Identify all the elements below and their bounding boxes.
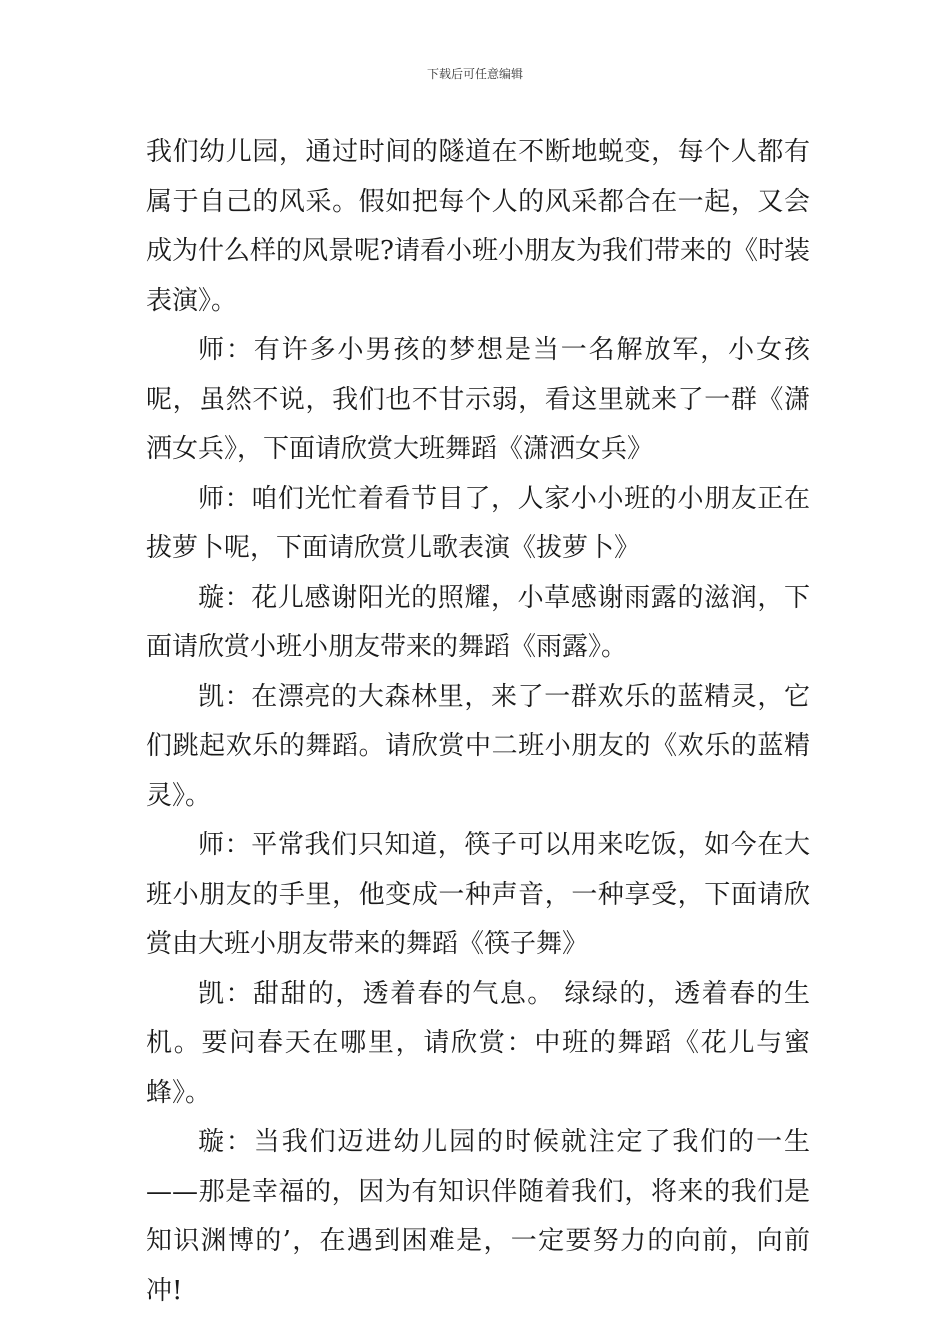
page-header-note: 下载后可任意编辑	[426, 67, 523, 81]
paragraph-chopsticks-dance: 师：平常我们只知道，筷子可以用来吃饭，如今在大班小朋友的手里，他变成一种声音，一种享受，下面请欣赏由大班小朋友带来的舞蹈《筷子舞》	[146, 830, 810, 959]
document-body	[146, 128, 810, 1316]
paragraph-flowers-bees: 凯：甜甜的，透着春的气息。 绿绿的，透着春的生机。要问春天在哪里，请欣赏：中班的舞蹈《花儿与蜜蜂》。	[146, 978, 810, 1108]
paragraph-pull-radish: 师：咱们光忙着看节目了，人家小小班的小朋友正在拔萝卜呢，下面请欣赏儿歌表演《拔萝卜》	[146, 483, 810, 563]
paragraph-rain-dew: 璇：花儿感谢阳光的照耀，小草感谢雨露的滋润，下面请欣赏小班小朋友带来的舞蹈《雨露》。	[146, 582, 810, 662]
paragraph-closing: 璇：当我们迈进幼儿园的时候就注定了我们的一生——那是幸福的，因为有知识伴随着我们，将来的我们是知识渊博的’，在遇到困难是，一定要努力的向前，向前冲!	[146, 1127, 810, 1306]
paragraph-female-soldiers: 师：有许多小男孩的梦想是当一名解放军，小女孩呢，虽然不说，我们也不甘示弱，看这里就来了一群《潇洒女兵》，下面请欣赏大班舞蹈《潇洒女兵》	[146, 335, 810, 464]
paragraph-intro: 我们幼儿园，通过时间的隧道在不断地蜕变，每个人都有属于自己的风采。假如把每个人的风采都合在一起，又会成为什么样的风景呢?请看小班小朋友为我们带来的《时装表演》。	[146, 137, 810, 316]
paragraph-smurfs: 凯：在漂亮的大森林里，来了一群欢乐的蓝精灵，它们跳起欢乐的舞蹈。请欣赏中二班小朋友的《欢乐的蓝精灵》。	[146, 681, 810, 811]
